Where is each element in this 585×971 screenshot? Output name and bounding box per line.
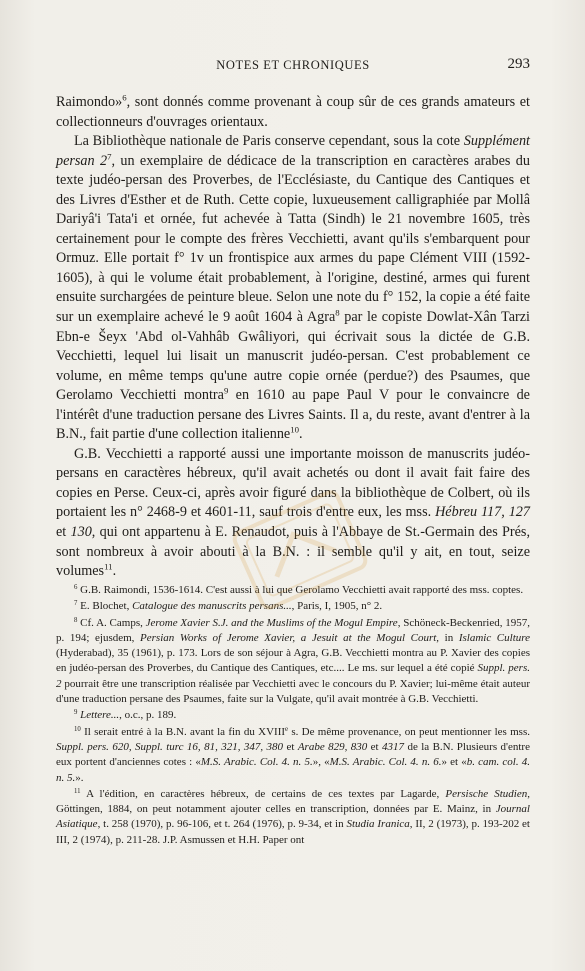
text-run: de la B.N. Plusieurs d'entre eux portent d'anciennes cotes : « xyxy=(56,740,530,769)
superscript: 6 xyxy=(74,583,78,591)
text-run: Il serait entré à la B.N. avant la fin du XVIII xyxy=(80,725,286,738)
text-run: , II, 2 (1973), p. 193-202 et III, 2 (1974), p. 211-28. J.P. Asmussen et H.H. Paper ont xyxy=(56,818,530,846)
text-run: et xyxy=(283,740,298,753)
text-run: , Schöneck-Beckenried, 1957, p. 194; ejusdem, xyxy=(56,616,530,644)
text-run: G.B. Vecchietti a rapporté aussi une importante moisson de manuscrits judéo-persans en caractères hébreux, qu'il avait achetés ou dont il avait fait faire des copies en Perse. Ceux-ci, après avoir figuré dans la bibliothèque de Colbert, où ils portaient les n° 2468-9 et 4601-11, sauf trois d'entre eux, les mss. xyxy=(56,445,530,521)
superscript: 7 xyxy=(107,151,112,162)
italic-run: Supplément persan 2 xyxy=(56,133,530,169)
italic-run: M.S. Arabic. Col. 4. n. 5. xyxy=(200,756,313,769)
text-run: . xyxy=(112,563,117,580)
text-run: La Bibliothèque nationale de Paris conserve cependant, sous la cote xyxy=(74,133,464,150)
footnote xyxy=(56,708,530,723)
text-run: . xyxy=(299,426,303,443)
italic-run: 4317 xyxy=(382,740,405,753)
text-run: ». xyxy=(75,771,84,784)
superscript: 7 xyxy=(74,600,78,608)
text-run: par le copiste Dowlat-Xân Tarzi Ebn-e Šeyx 'Abd ol-Vahhâb Gwâliyori, qui écrivait sous la dictée de G.B. Vecchietti, lequel lui lisait un manuscrit judéo-persan. C'est probablement ce volume, en même temps qu'une autre copie ornée (perdue?) des Psaumes, que Gerolamo Vecchietti montra xyxy=(56,309,530,404)
footnote xyxy=(56,583,530,598)
text-run: Cf. A. Camps, xyxy=(77,616,146,629)
text-run: , qui ont appartenu à E. Renaudot, puis à l'Abbaye de St.-Germain des Prés, sont nombreux à avoir abouti à la B.N. : il semble qu'il y ait, en tout, seize volumes xyxy=(56,524,530,580)
text-run: G.B. Raimondi, 1536-1614. C'est aussi à lui que Gerolamo Vecchietti avait rapporté des mss. coptes. xyxy=(77,584,524,596)
italic-run: Islamic Culture xyxy=(458,631,531,644)
text-run: en 1610 au pape Paul V pour le convaincre de l'intérêt d'une traduction persane des Livres Saints. Il a, du reste, avant d'entrer à la B.N., fait partie d'une collection italienne xyxy=(56,387,530,443)
text-run: » et « xyxy=(441,756,467,769)
italic-run: Journal Asiatique xyxy=(56,803,530,831)
text-run: pourrait être une transcription réalisée par Vecchietti avec le concours du P. Xavier; lui-même était auteur d'une traduction persane des Psaumes, faite sur la Vulgate, qu'il avait montrée à G.B. Vecchietti. xyxy=(56,677,530,706)
text-run: s. De même provenance, on peut mentionner les mss. xyxy=(288,725,530,738)
superscript: 11 xyxy=(74,787,81,795)
italic-run: Suppl. pers. 2 xyxy=(56,662,530,690)
text-run: , sont donnés comme provenant à coup sûr de ces grands amateurs et collectionneurs d'ouvrages orientaux. xyxy=(56,94,530,130)
italic-run: Suppl. pers. 620, Suppl. turc 16, 81, 321, 347, 380 xyxy=(56,740,284,753)
footnote xyxy=(56,725,530,786)
text-run: (Hyderabad), 35 (1961), p. 173. Lors de son séjour à Agra, G.B. Vecchietti montra au P. Xavier des copies en judéo-persan des Proverbes, du Cantique des Cantiques, etc.... Le ms. sur lequel a été copié xyxy=(56,647,530,675)
footnote xyxy=(56,787,530,848)
superscript: 8 xyxy=(74,616,78,624)
italic-run: Arabe 829, 830 xyxy=(297,740,368,753)
text-run: , un exemplaire de dédicace de la transcription en caractères arabes du texte judéo-persan des Proverbes, de l'Ecclésiaste, du Cantique des Cantiques et des Livres d'Esther et de Ruth. Cette copie, luxueusement calligraphiée par Mollâ Dariyâ'i Tata'i et ornée, fut achevée à Tatta (Sindh) le 21 novembre 1605, très certainement pour le compte des frères Vecchietti, avant qu'ils s'embarquent pour Ormuz. Elle portait f° 1v un frontispice aux armes du pape Clément VIII (1592-1605), à qui le volume était probablement, à l'origine, destiné, armes qui furent ensuite surchargées de peinture bleue. Selon une note du f° 152, la copie a été faite sur un exemplaire achevé le 9 août 1604 à Agra xyxy=(56,152,530,326)
paragraph xyxy=(56,132,530,445)
superscript: e xyxy=(285,725,289,733)
page-header xyxy=(56,58,530,80)
italic-run: Lettere... xyxy=(80,709,120,722)
footnote xyxy=(56,599,530,614)
running-title: NOTES ET CHRONIQUES xyxy=(216,58,370,72)
text-run: et xyxy=(56,524,71,541)
italic-run: Jerome Xavier S.J. and the Muslims of the Mogul Empire xyxy=(145,616,398,629)
paragraph xyxy=(56,445,530,582)
italic-run: Hébreu 117, 127 xyxy=(435,504,530,521)
italic-run: Persian Works of Jerome Xavier, a Jesuit at the Mogul Court xyxy=(140,631,437,644)
text-run: , o.c., p. 189. xyxy=(119,709,177,722)
text-run: et xyxy=(367,740,383,753)
text-run: , Göttingen, 1884, on peut notamment ajouter celles en transcription, données par E. Mainz, in xyxy=(56,787,530,816)
superscript: 9 xyxy=(223,385,229,396)
italic-run: b. cam. col. 4. n. 5. xyxy=(56,756,531,784)
superscript: 8 xyxy=(335,307,340,318)
italic-run: Catalogue des manuscrits persans... xyxy=(132,600,292,613)
footnote xyxy=(56,616,530,708)
text-run: E. Blochet, xyxy=(77,600,133,613)
text-run: A l'édition, en caractères hébreux, de certains de ces textes par Lagarde, xyxy=(80,787,446,800)
superscript: 10 xyxy=(74,725,81,733)
superscript: 6 xyxy=(122,92,127,103)
main-text xyxy=(56,93,530,582)
text-run: , t. 258 (1970), p. 96-106, et t. 264 (1976), p. 9-34, et in xyxy=(97,818,347,831)
superscript: 10 xyxy=(290,425,300,436)
paragraph xyxy=(56,93,530,132)
text-run: Raimondo» xyxy=(56,94,123,110)
footnotes xyxy=(56,583,530,849)
text-run: , Paris, I, 1905, n° 2. xyxy=(291,600,383,613)
text-run: , in xyxy=(436,631,459,644)
superscript: 9 xyxy=(74,709,78,717)
italic-run: Persische Studien xyxy=(445,787,528,800)
italic-run: Studia Iranica xyxy=(346,818,410,831)
italic-run: 130 xyxy=(70,524,92,541)
page-number: 293 xyxy=(507,56,530,72)
text-run: », « xyxy=(312,756,330,769)
italic-run: M.S. Arabic. Col. 4. n. 6. xyxy=(329,756,442,769)
superscript: 11 xyxy=(104,561,113,572)
